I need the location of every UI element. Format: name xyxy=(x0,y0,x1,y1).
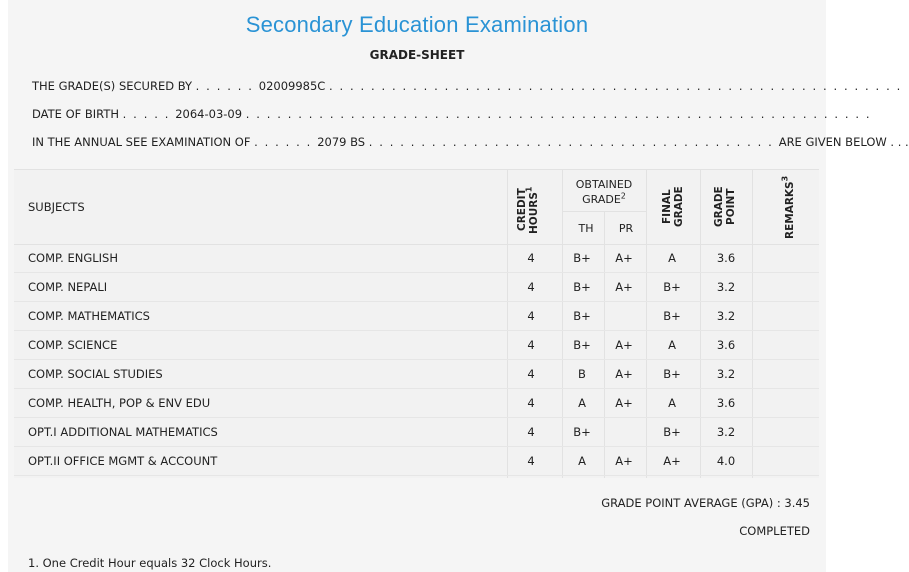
final-grade-cell: A+ xyxy=(663,454,681,468)
secured-by-label: THE GRADE(S) SECURED BY xyxy=(32,79,193,93)
final-grade-cell: A xyxy=(668,396,676,410)
dob-line: DATE OF BIRTH . . . . . 2064-03-09 . . . . . . . . . . . . . . . . . . . . . . . . . . . . . . . . . . . . . . . . . . . . . . . . . . . . . . . . . . . . xyxy=(32,107,872,121)
th-grade-cell: A xyxy=(578,396,586,410)
credit-hours-cell: 4 xyxy=(527,454,535,468)
th-grade-cell: B+ xyxy=(573,251,591,265)
subjects-header: SUBJECTS xyxy=(28,200,85,214)
page-title: Secondary Education Examination xyxy=(245,12,589,37)
obtained-grade-header: OBTAINED GRADE$^2$ xyxy=(575,178,633,206)
table-row xyxy=(14,389,819,418)
grade-point-cell: 3.2 xyxy=(716,425,736,439)
dob-value: 2064-03-09 xyxy=(175,107,243,121)
pr-grade-cell: A+ xyxy=(615,454,633,468)
final-grade-header: FINAL GRADE xyxy=(661,186,685,228)
footnote-credit-hours: 1. One Credit Hour equals 32 Clock Hours. xyxy=(28,556,272,570)
credit-hours-header: CREDIT HOURS$^1$ xyxy=(516,186,540,234)
table-row xyxy=(14,244,819,273)
final-grade-cell: B+ xyxy=(663,280,681,294)
dob-label: DATE OF BIRTH xyxy=(32,107,120,121)
final-grade-cell: B+ xyxy=(663,309,681,323)
th-grade-cell: B+ xyxy=(573,425,591,439)
th-grade-cell: B+ xyxy=(573,338,591,352)
exam-year: 2079 BS xyxy=(317,135,366,149)
grade-point-cell: 3.2 xyxy=(716,367,736,381)
table-row xyxy=(14,447,819,476)
th-grade-cell: B+ xyxy=(573,309,591,323)
symbol-number: 02009985C xyxy=(258,79,326,93)
table-row xyxy=(14,302,819,331)
credit-hours-cell: 4 xyxy=(527,309,535,323)
table-row xyxy=(14,273,819,302)
table-row xyxy=(14,331,819,360)
grade-point-cell: 3.2 xyxy=(716,309,736,323)
pr-header: PR xyxy=(618,222,634,235)
credit-hours-cell: 4 xyxy=(527,425,535,439)
pr-grade-cell: A+ xyxy=(615,338,633,352)
grade-sheet-panel xyxy=(8,0,909,572)
grade-point-cell: 3.6 xyxy=(716,338,736,352)
pr-grade-cell: A+ xyxy=(615,280,633,294)
subject-cell: COMP. SCIENCE xyxy=(28,338,118,352)
grade-point-cell: 3.6 xyxy=(716,396,736,410)
subject-cell: COMP. HEALTH, POP & ENV EDU xyxy=(28,396,211,410)
final-grade-cell: B+ xyxy=(663,367,681,381)
secured-by-line: THE GRADE(S) SECURED BY . . . . . . 02009985C . . . . . . . . . . . . . . . . . . . . . . . . . . . . . . . . . . . . . . . . . . . . . . . . . . . . . . . xyxy=(32,79,902,93)
pr-grade-cell: A+ xyxy=(615,396,633,410)
subject-cell: COMP. NEPALI xyxy=(28,280,108,294)
subject-cell: COMP. MATHEMATICS xyxy=(28,309,150,323)
credit-hours-cell: 4 xyxy=(527,338,535,352)
credit-hours-cell: 4 xyxy=(527,396,535,410)
grade-point-cell: 3.2 xyxy=(716,280,736,294)
remarks-header: REMARKS$^3$ xyxy=(780,175,796,239)
pr-grade-cell xyxy=(604,302,644,330)
table-row xyxy=(14,360,819,389)
pr-grade-cell: A+ xyxy=(615,367,633,381)
th-grade-cell: B xyxy=(578,367,586,381)
pr-grade-cell xyxy=(604,418,644,446)
pr-grade-cell: A+ xyxy=(615,251,633,265)
page-subtitle: GRADE-SHEET xyxy=(369,48,465,62)
subject-cell: OPT.II OFFICE MGMT & ACCOUNT xyxy=(28,454,218,468)
exam-label: IN THE ANNUAL SEE EXAMINATION OF xyxy=(32,135,251,149)
grade-point-cell: 4.0 xyxy=(716,454,736,468)
subject-cell: OPT.I ADDITIONAL MATHEMATICS xyxy=(28,425,218,439)
grade-point-cell: 3.6 xyxy=(716,251,736,265)
grades-table xyxy=(14,169,819,478)
exam-line: IN THE ANNUAL SEE EXAMINATION OF . . . . . . 2079 BS . . . . . . . . . . . . . . . . . . . . . . . . . . . . . . . . . . . . . . . ARE GIVEN BELOW . . . xyxy=(32,135,909,149)
subject-cell: COMP. ENGLISH xyxy=(28,251,118,265)
credit-hours-cell: 4 xyxy=(527,251,535,265)
table-row xyxy=(14,418,819,447)
final-grade-cell: A xyxy=(668,338,676,352)
th-grade-cell: B+ xyxy=(573,280,591,294)
given-below-text: ARE GIVEN BELOW . . . xyxy=(778,135,909,149)
table-top-border xyxy=(14,169,819,170)
subject-cell: COMP. SOCIAL STUDIES xyxy=(28,367,163,381)
th-header: TH xyxy=(578,222,594,235)
gpa-summary: GRADE POINT AVERAGE (GPA) : 3.45 xyxy=(601,496,810,510)
credit-hours-cell: 4 xyxy=(527,367,535,381)
grade-point-header: GRADE POINT xyxy=(713,186,737,228)
final-grade-cell: A xyxy=(668,251,676,265)
result-status: COMPLETED xyxy=(739,524,810,538)
credit-hours-cell: 4 xyxy=(527,280,535,294)
final-grade-cell: B+ xyxy=(663,425,681,439)
th-grade-cell: A xyxy=(578,454,586,468)
